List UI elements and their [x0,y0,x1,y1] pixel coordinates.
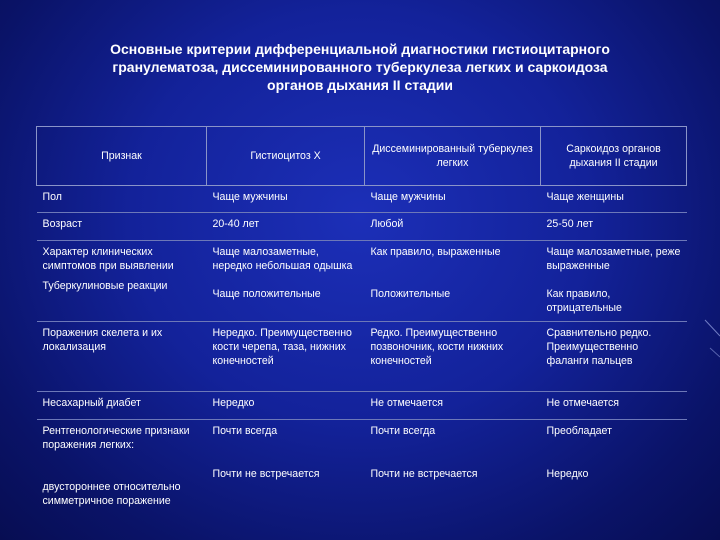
header-criterion: Признак [37,127,207,186]
table-cell: Нередко [207,392,365,420]
table-cell: Характер клинических симптомов при выявлении [42,246,174,272]
table-row [37,392,687,420]
table-cell: Почти всегда [370,425,436,437]
table-row [37,420,687,530]
table-cell: Туберкулиновые реакции [42,280,168,292]
table-header-row [37,127,687,186]
table-cell: Как правило, отрицательные [546,288,622,314]
table-cell: Почти не встречается [370,468,478,480]
table-cell: Как правило, выраженные [370,246,501,258]
title-line-2: гранулематоза, диссеминированного туберкулеза легких и саркоидоза [112,59,608,75]
table-cell: Любой [365,213,541,241]
table-cell: Почти не встречается [212,468,320,480]
title-line-3: органов дыхания II стадии [267,77,453,93]
title-line-1: Основные критерии дифференциальной диагностики гистиоцитарного [110,41,610,57]
diagnostic-criteria-table [36,126,687,530]
table-cell: Не отмечается [365,392,541,420]
page-title [60,40,660,94]
table-cell: Несахарный диабет [37,392,207,420]
table-cell: Чаще положительные [212,288,321,300]
table-row [37,186,687,213]
table-cell: Возраст [37,213,207,241]
table-row [37,213,687,241]
header-tuberculosis: Диссеминированный туберкулез легких [365,127,541,186]
table-cell: двустороннее относительно симметричное поражение [42,481,181,507]
table-cell: Чаще женщины [541,186,687,213]
table-cell: Не отмечается [541,392,687,420]
table-row [37,241,687,322]
table-cell: Нередко [546,468,589,480]
table-cell: Рентгенологические признаки поражения легких: [42,425,190,451]
table-cell: Чаще мужчины [365,186,541,213]
table-cell: Поражения скелета и их локализация [37,322,207,392]
table-cell: Преобладает [546,425,612,437]
table-cell: Чаще малозаметные, нередко небольшая одышка [212,246,353,272]
table-row [37,322,687,392]
table-cell: Чаще малозаметные, реже выраженные [546,246,681,272]
header-histiocytosis: Гистиоцитоз Х [207,127,365,186]
table-cell: Пол [37,186,207,213]
table-cell: 20-40 лет [207,213,365,241]
table-cell: Нередко. Преимущественно кости черепа, таза, нижних конечностей [207,322,365,392]
table-cell: Почти всегда [212,425,278,437]
table-cell: Редко. Преимущественно позвоночник, кости нижних конечностей [365,322,541,392]
table-cell: 25-50 лет [541,213,687,241]
table-cell: Положительные [370,288,451,300]
table-cell: Сравнительно редко. Преимущественно фаланги пальцев [541,322,687,392]
table-cell: Чаще мужчины [207,186,365,213]
header-sarcoidosis: Саркоидоз органов дыхания II стадии [541,127,687,186]
